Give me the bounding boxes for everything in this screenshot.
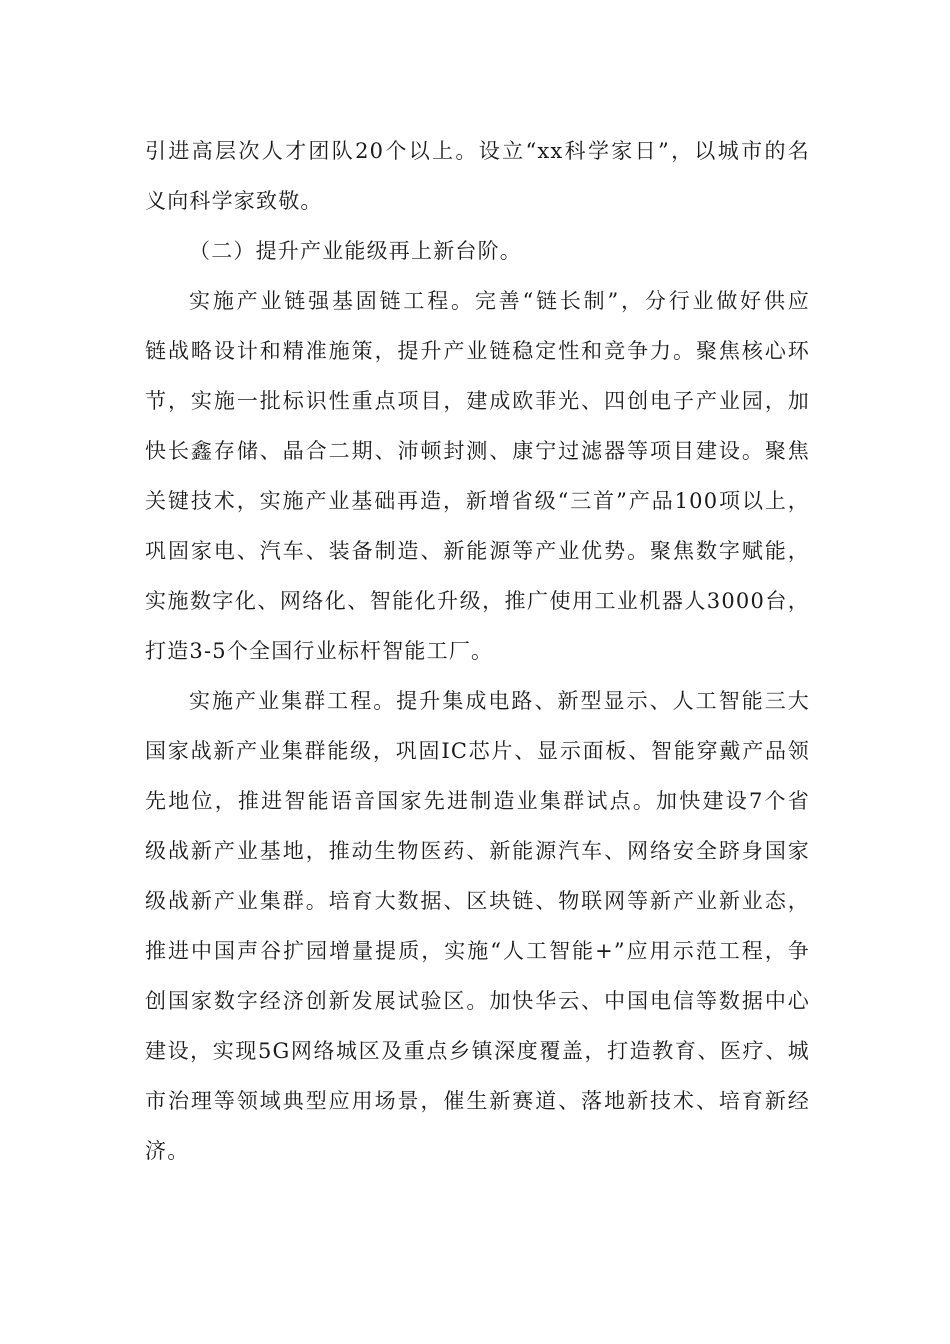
text-line: 关键技术，实施产业基础再造，新增省级“三首”产品100项以上，	[145, 489, 810, 513]
text-line: 市治理等领域典型应用场景，催生新赛道、落地新技术、培育新经	[145, 1089, 810, 1113]
text-line: 链战略设计和精准施策，提升产业链稳定性和竞争力。聚焦核心环	[145, 339, 810, 363]
text-line: 引进高层次人才团队20个以上。设立“xx科学家日”，以城市的名	[145, 139, 810, 163]
section-heading-text: （二）提升产业能级再上新台阶。	[189, 239, 522, 263]
paragraph-industry-cluster	[145, 676, 810, 1176]
text-line: 建设，实现5G网络城区及重点乡镇深度覆盖，打造教育、医疗、城	[145, 1039, 810, 1063]
text-line: 创国家数字经济创新发展试验区。加快华云、中国电信等数据中心	[145, 989, 810, 1013]
text-line: 先地位，推进智能语音国家先进制造业集群试点。加快建设7个省	[145, 789, 810, 813]
text-line: 级战新产业集群。培育大数据、区块链、物联网等新产业新业态，	[145, 889, 810, 913]
text-line: 打造3-5个全国行业标杆智能工厂。	[145, 639, 494, 663]
text-line: 济。	[145, 1139, 190, 1163]
paragraph-industry-chain	[145, 276, 810, 676]
text-line: 义向科学家致敬。	[145, 189, 323, 213]
text-line: 推进中国声谷扩园增量提质，实施“人工智能+”应用示范工程，争	[145, 939, 810, 963]
text-line: 实施产业链强基固链工程。完善“链长制”，分行业做好供应	[189, 289, 810, 313]
section-heading	[145, 226, 810, 276]
text-line: 巩固家电、汽车、装备制造、新能源等产业优势。聚焦数字赋能，	[145, 539, 810, 563]
text-line: 实施产业集群工程。提升集成电路、新型显示、人工智能三大	[189, 689, 810, 713]
text-line: 快长鑫存储、晶合二期、沛顿封测、康宁过滤器等项目建设。聚焦	[145, 439, 810, 463]
paragraph-talent	[145, 126, 810, 226]
text-line: 实施数字化、网络化、智能化升级，推广使用工业机器人3000台，	[145, 589, 810, 613]
document-body	[145, 126, 810, 1176]
text-line: 节，实施一批标识性重点项目，建成欧菲光、四创电子产业园，加	[145, 389, 810, 413]
text-line: 级战新产业基地，推动生物医药、新能源汽车、网络安全跻身国家	[145, 839, 810, 863]
text-line: 国家战新产业集群能级，巩固IC芯片、显示面板、智能穿戴产品领	[145, 739, 810, 763]
